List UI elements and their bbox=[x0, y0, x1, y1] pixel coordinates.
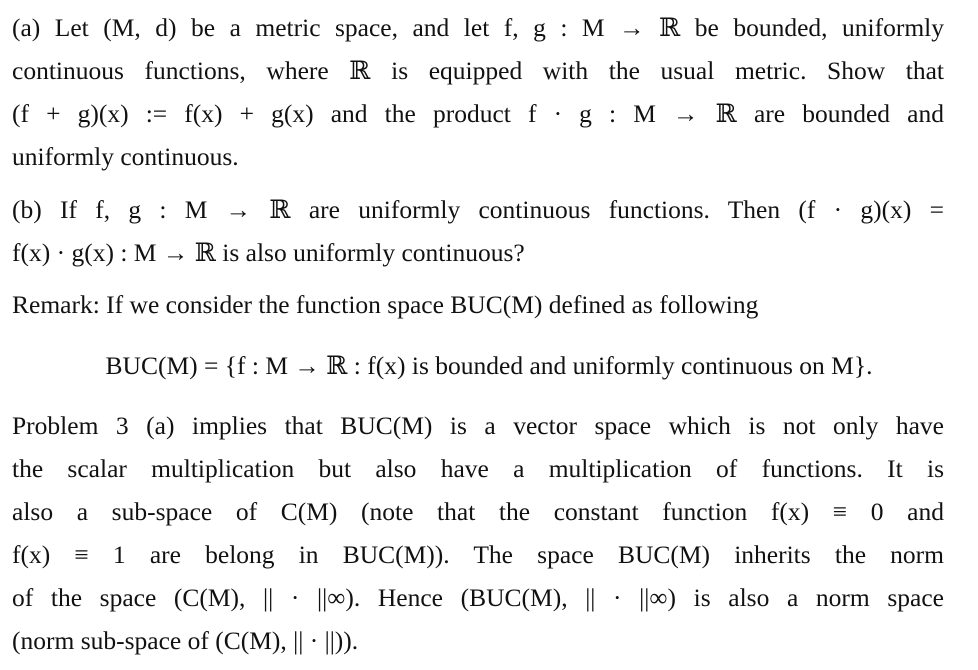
problem-a-line-4: uniformly continuous. bbox=[12, 142, 239, 171]
problem-b-line-1: (b) If f, g : M → ℝ are uniformly continuous functions. Then (f · g)(x) = bbox=[12, 195, 944, 224]
problem-a-line-2: continuous functions, where ℝ is equipped with the usual metric. Show that bbox=[12, 56, 944, 85]
remark-line-2: the scalar multiplication but also have a multiplication of functions. It is bbox=[12, 454, 944, 483]
remark-line-4: f(x) ≡ 1 are belong in BUC(M)). The space BUC(M) inherits the norm bbox=[12, 540, 944, 569]
remark-line-3: also a sub-space of C(M) (note that the constant function f(x) ≡ 0 and bbox=[12, 497, 944, 526]
problem-b-line-2: f(x) · g(x) : M → ℝ is also uniformly continuous? bbox=[12, 238, 525, 267]
remark-line-5: of the space (C(M), || · ||∞). Hence (BUC(M), || · ||∞) is also a norm space bbox=[12, 583, 944, 612]
problem-a-line-1: (a) Let (M, d) be a metric space, and let f, g : M → ℝ be bounded, uniformly bbox=[12, 13, 944, 42]
problem-a-line-3: (f + g)(x) := f(x) + g(x) and the product f · g : M → ℝ are bounded and bbox=[12, 99, 944, 128]
remark-line-6: (norm sub-space of (C(M), || · ||)). bbox=[12, 626, 359, 655]
remark-intro: Remark: If we consider the function space BUC(M) defined as following bbox=[12, 290, 759, 319]
remark-line-1: Problem 3 (a) implies that BUC(M) is a vector space which is not only have bbox=[12, 411, 944, 440]
buc-definition: BUC(M) = {f : M → ℝ : f(x) is bounded and uniformly continuous on M}. bbox=[105, 351, 873, 380]
